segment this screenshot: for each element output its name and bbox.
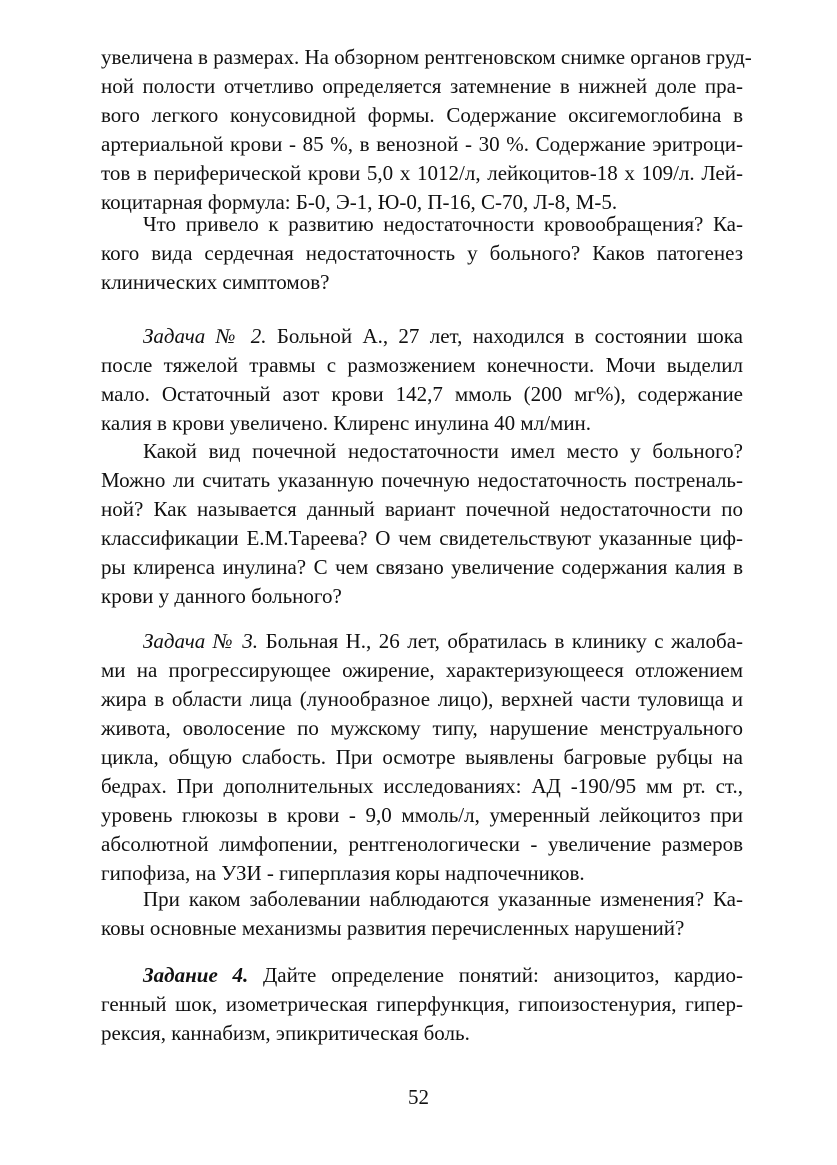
- text-line: ной? Как называется данный вариант почечной недостаточности по: [101, 497, 743, 521]
- text-line: [101, 322, 743, 351]
- text-line: ми на прогрессирующее ожирение, характеризующееся отложением: [101, 658, 743, 682]
- text-line: Какой вид почечной недостаточности имел место у больного?: [143, 439, 743, 463]
- text-line: классификации Е.М.Тареева? О чем свидетельствуют указанные циф-: [101, 526, 743, 550]
- text-line: коцитарная формула: Б-0, Э-1, Ю-0, П-16, С-70, Л-8, М-5.: [101, 190, 618, 214]
- text-line: гипофиза, на УЗИ - гиперплазия коры надпочечников.: [101, 861, 585, 885]
- text-line: кого вида сердечная недостаточность у больного? Каков патогенез: [101, 241, 743, 265]
- question-1-paragraph: [101, 210, 743, 297]
- continuation-paragraph: [101, 43, 752, 217]
- task-2-questions: [101, 437, 743, 611]
- text-line: артериальной крови - 85 %, в венозной - 30 %. Содержание эритроци-: [101, 132, 743, 156]
- text-line: Можно ли считать указанную почечную недостаточность постреналь-: [101, 468, 743, 492]
- text-line: ной полости отчетливо определяется затемнение в нижней доле пра-: [101, 74, 743, 98]
- task-3-paragraph: [101, 627, 743, 888]
- text-line: тов в периферической крови 5,0 х 1012/л, лейкоцитов-18 х 109/л. Лей-: [101, 161, 743, 185]
- task-4-paragraph: [101, 961, 743, 1048]
- text-line: жира в области лица (лунообразное лицо), верхней части туловища и: [101, 687, 743, 711]
- text-line: вого легкого конусовидной формы. Содержание оксигемоглобина в: [101, 103, 743, 127]
- text-line: абсолютной лимфопении, рентгенологически - увеличение размеров: [101, 832, 743, 856]
- text-line: крови у данного больного?: [101, 584, 342, 608]
- task-3-first-line: Больная Н., 26 лет, обратилась в клинику с жалоба-: [265, 629, 744, 653]
- page-number: 52: [408, 1085, 429, 1109]
- text-line: При каком заболевании наблюдаются указанные изменения? Ка-: [143, 887, 743, 911]
- text-line: рексия, каннабизм, эпикритическая боль.: [101, 1021, 470, 1045]
- text-line: цикла, общую слабость. При осмотре выявлены багровые рубцы на: [101, 745, 743, 769]
- text-line: ковы основные механизмы развития перечисленных нарушений?: [101, 916, 685, 940]
- text-line: [101, 961, 743, 990]
- task-3-questions: [101, 885, 743, 943]
- text-line: [101, 627, 743, 656]
- text-line: живота, оволосение по мужскому типу, нарушение менструального: [101, 716, 743, 740]
- text-line: генный шок, изометрическая гиперфункция, гипоизостенурия, гипер-: [101, 992, 743, 1016]
- task-2-label: Задача № 2.: [143, 324, 267, 348]
- task-2-first-line: Больной А., 27 лет, находился в состоянии шока: [276, 324, 743, 348]
- text-line: увеличена в размерах. На обзорном рентгеновском снимке органов груд-: [101, 45, 752, 69]
- text-line: мало. Остаточный азот крови 142,7 ммоль (200 мг%), содержание: [101, 382, 743, 406]
- text-line: калия в крови увеличено. Клиренс инулина 40 мл/мин.: [101, 411, 592, 435]
- task-2-paragraph: [101, 322, 743, 438]
- text-line: Что привело к развитию недостаточности кровообращения? Ка-: [143, 212, 743, 236]
- text-line: уровень глюкозы в крови - 9,0 ммоль/л, умеренный лейкоцитоз при: [101, 803, 743, 827]
- task-3-label: Задача № 3.: [143, 629, 259, 653]
- text-line: ры клиренса инулина? С чем связано увеличение содержания калия в: [101, 555, 743, 579]
- task-4-first-line: Дайте определение понятий: анизоцитоз, кардио-: [262, 963, 744, 987]
- text-line: клинических симптомов?: [101, 270, 330, 294]
- task-4-label: Задание 4.: [143, 963, 249, 987]
- text-line: после тяжелой травмы с размозжением конечности. Мочи выделил: [101, 353, 743, 377]
- text-line: бедрах. При дополнительных исследованиях: АД -190/95 мм рт. ст.,: [101, 774, 743, 798]
